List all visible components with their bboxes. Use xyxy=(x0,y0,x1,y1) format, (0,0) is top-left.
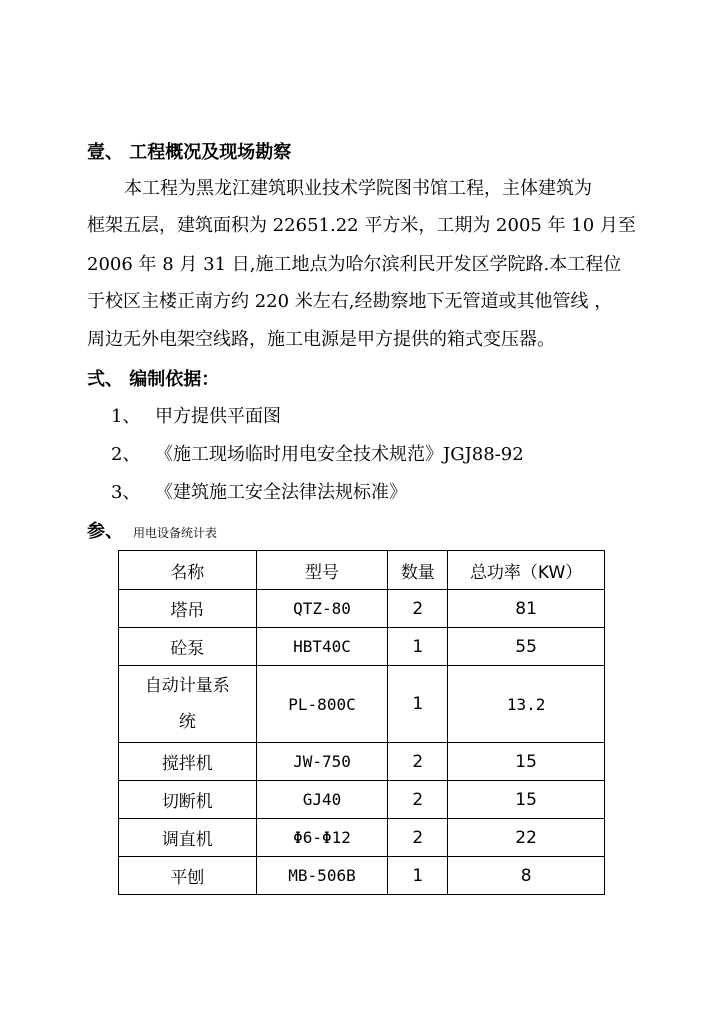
list-number: 3、 xyxy=(111,482,141,503)
cell-name xyxy=(119,666,257,743)
table-row xyxy=(119,666,605,743)
header-model: 型号 xyxy=(256,551,388,590)
paragraph-line: 2006 年 8 月 31 日,施工地点为哈尔滨利民开发区学院路.本工程位 xyxy=(87,254,622,275)
paragraph-line: 框架五层，建筑面积为 22651.22 平方米，工期为 2005 年 10 月至 xyxy=(87,215,636,236)
cell-model: MB-506B xyxy=(256,857,388,895)
list-text: 《建筑施工安全法律法规标准》 xyxy=(155,482,407,503)
cell-quantity: 2 xyxy=(388,781,448,819)
cell-name-line: 统 xyxy=(178,712,196,732)
cell-power: 22 xyxy=(448,819,605,857)
cell-quantity: 2 xyxy=(388,819,448,857)
header-quantity: 数量 xyxy=(388,551,448,590)
table-row xyxy=(119,781,605,819)
table-header-row xyxy=(119,551,605,590)
cell-quantity: 1 xyxy=(388,857,448,895)
basis-list-item xyxy=(111,482,407,504)
table-row xyxy=(119,628,605,666)
cell-name: 搅拌机 xyxy=(119,743,257,781)
cell-name-line: 自动计量系 xyxy=(144,676,230,696)
list-text: 《施工现场临时用电安全技术规范》JGJ88-92 xyxy=(155,444,524,465)
paragraph-line: 周边无外电架空线路，施工电源是甲方提供的箱式变压器。 xyxy=(87,329,555,350)
header-power: 总功率（KW） xyxy=(448,551,605,590)
section-3-title: 参、 xyxy=(87,521,123,542)
header-name: 名称 xyxy=(119,551,257,590)
cell-power: 8 xyxy=(448,857,605,895)
cell-power: 13.2 xyxy=(448,666,605,743)
cell-model: GJ40 xyxy=(256,781,388,819)
paragraph-line: 于校区主楼正南方约 220 米左右,经勘察地下无管道或其他管线 ， xyxy=(87,291,613,312)
section-3-subtitle: 用电设备统计表 xyxy=(133,526,218,540)
cell-name: 砼泵 xyxy=(119,628,257,666)
cell-model: Φ6-Φ12 xyxy=(256,819,388,857)
table-row xyxy=(119,819,605,857)
cell-power: 81 xyxy=(448,590,605,628)
table-row xyxy=(119,743,605,781)
cell-quantity: 1 xyxy=(388,628,448,666)
cell-power: 15 xyxy=(448,781,605,819)
list-number: 2、 xyxy=(111,444,141,465)
table-row xyxy=(119,857,605,895)
paragraph-line: 本工程为黑龙江建筑职业技术学院图书馆工程，主体建筑为 xyxy=(124,178,592,199)
cell-model: HBT40C xyxy=(256,628,388,666)
cell-model: JW-750 xyxy=(256,743,388,781)
cell-quantity: 1 xyxy=(388,666,448,743)
cell-quantity: 2 xyxy=(388,590,448,628)
section-1-title: 壹、 工程概况及现场勘察 xyxy=(87,142,292,163)
equipment-table xyxy=(118,550,605,895)
basis-list-item xyxy=(111,444,524,466)
cell-model: PL-800C xyxy=(256,666,388,743)
table-row xyxy=(119,590,605,628)
cell-name: 调直机 xyxy=(119,819,257,857)
section-2-title: 弍、 编制依据： xyxy=(87,369,220,390)
cell-power: 15 xyxy=(448,743,605,781)
cell-name: 塔吊 xyxy=(119,590,257,628)
list-text: 甲方提供平面图 xyxy=(155,406,281,427)
cell-name: 平刨 xyxy=(119,857,257,895)
cell-model: QTZ-80 xyxy=(256,590,388,628)
list-number: 1、 xyxy=(111,406,141,427)
basis-list-item xyxy=(111,406,281,428)
cell-quantity: 2 xyxy=(388,743,448,781)
cell-power: 55 xyxy=(448,628,605,666)
cell-name: 切断机 xyxy=(119,781,257,819)
